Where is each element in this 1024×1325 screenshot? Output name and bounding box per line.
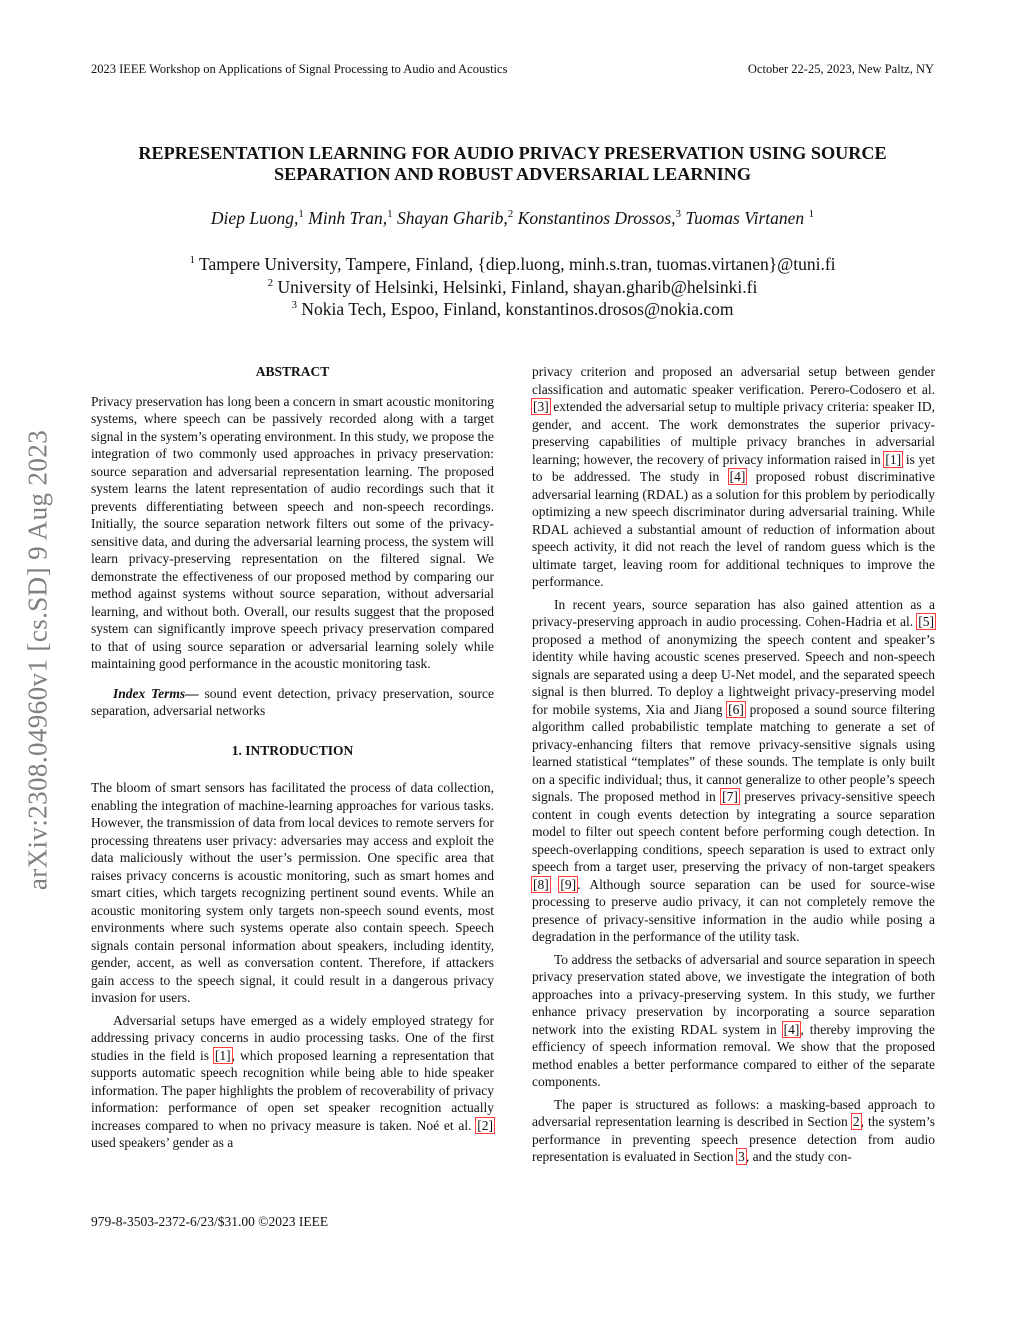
- paragraph-text: The paper is structured as follows: a masking-based approach to adversarial representation learning is described in Section: [532, 1096, 935, 1129]
- intro-paragraph-2-cont: [532, 363, 935, 591]
- citation-link[interactable]: [1]: [214, 1047, 231, 1063]
- author-affiliation-mark: 2: [507, 208, 514, 221]
- affiliation-number: 1: [189, 254, 195, 267]
- paper-title-line-1: REPRESENTATION LEARNING FOR AUDIO PRIVACY PRESERVATION USING SOURCE: [138, 143, 887, 163]
- arxiv-stamp-text: arXiv:2308.04960v1 [cs.SD] 9 Aug 2023: [22, 429, 53, 891]
- citation-link[interactable]: [5]: [918, 614, 934, 629]
- paragraph-text: , and the study con-: [745, 1149, 852, 1164]
- affiliation-number: 2: [267, 276, 274, 289]
- author-name: Konstantinos Drossos,: [517, 208, 676, 228]
- citation-link[interactable]: [3]: [533, 399, 549, 414]
- paper-title: [91, 143, 934, 185]
- citation-link[interactable]: [7]: [722, 789, 738, 804]
- introduction-heading: 1. INTRODUCTION: [231, 742, 354, 758]
- arxiv-stamp: [18, 360, 58, 960]
- index-terms-text: sound event detection, privacy preservation, source separation, adversarial networks: [91, 685, 495, 718]
- paragraph-text: , which proposed learning a representation that supports automatic speech recognition while being able to hide speaker information. The paper highlights the problem of recoverability of privacy information: performance of open set speaker recognition actually increases compared to when no privacy measure is taken. Noé et al.: [91, 1047, 494, 1133]
- abstract-text: Privacy preservation has long been a concern in smart acoustic monitoring systems, where speech can be passively recorded along with a target signal in the system’s operating environment. In this study, we propose the integration of two commonly used approaches in privacy preservation: source separation and adversarial representation learning. The proposed system learns the latent representation of audio recordings such that it prevents differentiating between speech and non-speech recordings. Initially, the source separation network filters out some of the privacy-sensitive data, and during the adversarial learning process, the system will learn privacy-preserving representation on the filtered signal. We demonstrate the effectiveness of our proposed method by comparing our method against systems without source separation, without adversarial learning, and without both. Overall, our results suggest that the proposed system can significantly improve speech privacy preservation compared to that of using source separation or adversarial learning solely while maintaining good performance in the acoustic monitoring task.: [91, 393, 494, 671]
- paragraph-text: . Although source separation can be used for source-wise processing to preserve audio privacy, it can not completely remove the presence of privacy-sensitive information in the audio while posing a degradation in the performance of the utility task.: [532, 876, 936, 944]
- paragraph-text: proposed a sound source filtering algorithm called probabilistic template matching to generate a set of privacy-enhancing filters that remove privacy-sensitive signals using learned statistical “templates” of these sounds. The template is only built on a specific individual; thus, it cannot generalize to other people’s speech signals. The proposed method in: [532, 701, 935, 804]
- author-affiliation-mark: 1: [298, 208, 304, 221]
- paragraph-text: is yet to be addressed. The study in: [532, 451, 936, 484]
- paragraph-text: In recent years, source separation has also gained attention as a privacy-preserving approach in audio processing. Cohen-Hadria et al.: [532, 596, 935, 629]
- intro-paragraph-5: [532, 1096, 935, 1166]
- intro-paragraph-3: [532, 596, 935, 946]
- paragraph-text: proposed a method of anonymizing the speech content and speaker’s identity while having acoustic scenes preserved. Speech and non-speech signals are separated using a deep U-Net model, and the separated speech signal is then blurred. To deploy a lightweight privacy-preserving model for mobile systems, Xia and Jiang: [532, 631, 935, 717]
- affiliation-text: Nokia Tech, Espoo, Finland, konstantinos.drosos@nokia.com: [301, 299, 734, 319]
- intro-paragraph-1: The bloom of smart sensors has facilitated the process of data collection, enabling the integration of machine-learning approaches for various tasks. However, the transmission of data from local devices to remote servers for processing threatens user privacy: adversaries may access and exploit the data maliciously without the user’s permission. One specific area that raises privacy concerns is acoustic monitoring, such as smart homes and smart cities, which targets recognizing pertinent sound events. While an acoustic monitoring system only targets non-speech sound events, most environments where such systems operate also contain speech. Speech signals contain personal information about speakers, including identity, gender, accent, as well as conversation content. Therefore, if attackers gain access to the speech signal, it could result in a dangerous privacy invasion for users.: [91, 780, 494, 1005]
- citation-link[interactable]: [1]: [885, 451, 902, 467]
- index-terms-label: Index Terms—: [113, 685, 199, 701]
- affiliation-list: [91, 253, 934, 321]
- intro-paragraph-4: [532, 951, 935, 1091]
- paragraph-text: proposed robust discriminative adversarial learning (RDAL) as a solution for this problem by periodically optimizing a new speech discriminator during adversarial training. While RDAL achieved a substantial amount of reduction of information about speech activity, it did not reach the level of random guess which is the ultimate target, leaving room for additional techniques to improve the performance.: [532, 469, 935, 589]
- author-affiliation-mark: 3: [675, 208, 682, 221]
- paper-title-line-2: SEPARATION AND ROBUST ADVERSARIAL LEARNING: [273, 164, 751, 184]
- affiliation-line: [91, 298, 934, 321]
- right-column: [532, 363, 935, 1166]
- paragraph-text: , the system’s performance in preventing speech presence detection from audio representation is evaluated in Section: [532, 1114, 936, 1164]
- affiliation-number: 3: [291, 299, 297, 312]
- paragraph-text: preserves privacy-sensitive speech content in cough events detection by integrating a source separation model to filter out speech content before performing cough detection. In speech-overlapping conditions, speech separation is used to extract only speech from a target user, preserving the privacy of non-target speakers: [532, 789, 935, 874]
- citation-link[interactable]: [9]: [560, 876, 577, 892]
- citation-link[interactable]: [8]: [533, 876, 549, 892]
- author-name: Shayan Gharib,: [396, 208, 508, 228]
- affiliation-line: [91, 253, 934, 276]
- abstract-heading: ABSTRACT: [255, 364, 330, 379]
- section-link[interactable]: 3: [738, 1149, 745, 1164]
- paragraph-text: used speakers’ gender as a: [91, 1135, 234, 1150]
- citation-link[interactable]: [4]: [783, 1021, 800, 1037]
- author-name: Minh Tran,: [308, 208, 388, 228]
- intro-paragraph-2: [91, 1012, 494, 1152]
- left-column: [91, 363, 494, 1152]
- affiliation-text: Tampere University, Tampere, Finland, {diep.luong, minh.s.tran, tuomas.virtanen}@tuni.fi: [199, 254, 836, 274]
- author-affiliation-mark: 1: [808, 208, 815, 221]
- paragraph-text: , thereby improving the efficiency of speech information removal. We show that the proposed method enables a better performance compared to either of the separate components.: [532, 1021, 935, 1089]
- citation-link[interactable]: [6]: [728, 701, 744, 717]
- paragraph-text: Adversarial setups have emerged as a widely employed strategy for addressing privacy concerns in audio processing tasks. One of the first studies in the field is: [91, 1012, 494, 1063]
- index-terms: [91, 685, 494, 720]
- paragraph-text: privacy criterion and proposed an adversarial setup between gender classification and automatic speaker verification. Perero-Codosero et al.: [532, 364, 935, 397]
- citation-link[interactable]: [4]: [729, 469, 746, 484]
- copyright-footer: 979-8-3503-2372-6/23/$31.00 ©2023 IEEE: [91, 1214, 329, 1229]
- citation-link[interactable]: [2]: [477, 1117, 493, 1133]
- paragraph-text: To address the setbacks of adversarial and source separation in speech privacy preservation stated above, we investigate the integration of both approaches into a privacy-preserving system. In this study, we further enhance privacy preservation by incorporating a source separation network into the existing RDAL system in: [532, 951, 935, 1037]
- conference-date-header: October 22-25, 2023, New Paltz, NY: [747, 62, 934, 76]
- section-link[interactable]: 2: [852, 1114, 860, 1129]
- conference-header: 2023 IEEE Workshop on Applications of Signal Processing to Audio and Acoustics: [91, 62, 508, 76]
- author-list: [91, 208, 934, 229]
- affiliation-line: [91, 276, 934, 299]
- affiliation-text: University of Helsinki, Helsinki, Finland, shayan.gharib@helsinki.fi: [277, 276, 758, 297]
- paragraph-text: extended the adversarial setup to multiple privacy criteria: speaker ID, gender, and accent. The work demonstrates the superior privacy-preserving capabilities of multiple privacy branches in adversarial learning; however, the recovery of privacy information raised in: [532, 399, 935, 467]
- author-affiliation-mark: 1: [387, 208, 393, 221]
- author-name: Diep Luong,: [210, 208, 299, 228]
- author-name: Tuomas Virtanen: [685, 208, 805, 228]
